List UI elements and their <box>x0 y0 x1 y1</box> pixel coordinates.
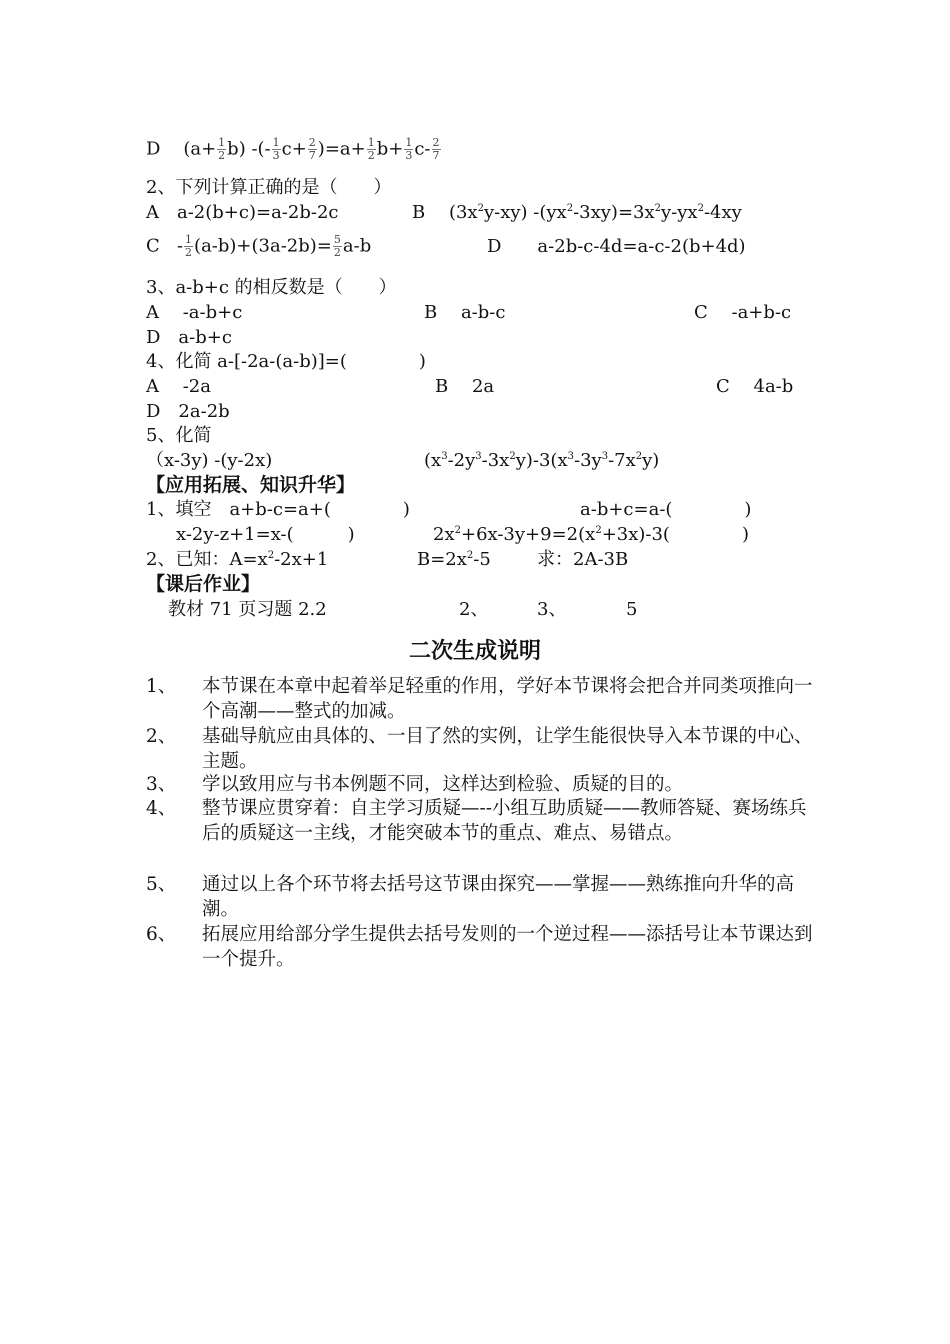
fraction: $\frac{1}{3}$ <box>405 136 413 162</box>
note-item <box>146 796 816 846</box>
note-item <box>146 772 816 797</box>
fraction: $\frac{1}{3}$ <box>272 136 280 162</box>
note-number: 3、 <box>146 774 177 795</box>
fraction: $\frac{1}{2}$ <box>218 136 226 162</box>
extend-q2-b: $B=2x^2-5$ <box>417 549 491 570</box>
expr-part: c- <box>414 138 431 160</box>
note-item <box>146 674 816 724</box>
homework-number: 3、 <box>537 599 567 620</box>
question-2-option-b: B $(3x^2y-xy)$ $-(yx^2-3xy)=3x^2y-yx^2-4xy$ <box>412 202 742 223</box>
note-item <box>146 724 816 774</box>
expr-part: b+ <box>376 138 404 160</box>
question-2-option-d: D a-2b-c-4d=a-c-2(b+4d) <box>487 236 746 257</box>
question-5-expr-2: $(x^3-2y^3-3x^2y)-3(x^3-3y^3-7x^2y)$ <box>424 450 660 471</box>
question-3-stem: 3、a-b+c 的相反数是（ ） <box>146 277 397 298</box>
fraction: $\frac{1}{2}$ <box>367 136 375 162</box>
question-4-option-b: B 2a <box>435 376 495 397</box>
extend-q1-part-b: a-b+c=a-( ) <box>580 499 752 520</box>
question-4-option-c: C 4a-b <box>716 376 794 397</box>
note-item <box>146 922 816 972</box>
section-heading-homework: 【课后作业】 <box>146 573 261 595</box>
note-text: 基础导航应由具体的、一目了然的实例，让学生能很快导入本节课的中心、主题。 <box>202 726 813 772</box>
question-2-stem: 2、下列计算正确的是（ ） <box>146 177 392 198</box>
extend-q1-part-c: x-2y-z+1=x-( ) <box>176 524 355 545</box>
extend-q2: 2、已知：$A=x^2-2x+1$ <box>146 549 329 570</box>
question-4-option-a: A -2a <box>146 376 211 397</box>
note-number: 5、 <box>146 874 177 895</box>
option-label: D <box>146 138 161 160</box>
fraction: $\frac{2}{7}$ <box>308 136 316 162</box>
extend-q2-ask: 求：2A-3B <box>537 549 629 570</box>
note-item <box>146 872 816 922</box>
homework-number: 5 <box>626 599 638 620</box>
fraction: $\frac{1}{2}$ <box>185 233 193 259</box>
note-text: 拓展应用给部分学生提供去括号发则的一个逆过程——添括号让本节课达到一个提升。 <box>202 924 813 970</box>
question-3-option-a: A -a-b+c <box>146 302 243 323</box>
note-text: 整节课应贯穿着：自主学习质疑—--小组互助质疑——教师答疑、赛场练兵后的质疑这一主线，才能突破本节的重点、难点、易错点。 <box>202 798 807 844</box>
note-number: 1、 <box>146 676 177 697</box>
question-4-stem: 4、化简 a-[-2a-(a-b)]=( ) <box>146 351 426 372</box>
extend-q1-part-d: $2x^2+6x-3y+9=2(x^2+3x)-3$( ) <box>433 524 749 545</box>
fraction: $\frac{2}{7}$ <box>432 136 440 162</box>
question-3-option-d: D a-b+c <box>146 327 232 348</box>
question-5-expr-1: （x-3y) -(y-2x) <box>146 450 273 471</box>
homework-number: 2、 <box>459 599 489 620</box>
expr-part: c+ <box>281 138 307 160</box>
question-5-stem: 5、化简 <box>146 425 212 446</box>
expr-part: (a+ <box>183 138 217 160</box>
note-text: 本节课在本章中起着举足轻重的作用，学好本节课将会把合并同类项推向一个高潮——整式的加减。 <box>202 676 813 722</box>
notes-title: 二次生成说明 <box>408 638 541 664</box>
note-number: 4、 <box>146 798 177 819</box>
question-2-option-a: A a-2(b+c)=a-2b-2c <box>146 202 339 223</box>
expr-part: )=a+ <box>317 138 366 160</box>
question-3-option-c: C -a+b-c <box>694 302 792 323</box>
question-3-option-b: B a-b-c <box>424 302 506 323</box>
expr-part: b) -(- <box>227 138 271 160</box>
note-number: 6、 <box>146 924 177 945</box>
question-4-option-d: D 2a-2b <box>146 401 230 422</box>
note-text: 通过以上各个环节将去括号这节课由探究——掌握——熟练推向升华的高潮。 <box>202 874 795 920</box>
homework-line: 教材 71 页习题 2.2 <box>168 599 327 620</box>
fraction: $\frac{5}{2}$ <box>333 233 341 259</box>
option-d-line <box>146 137 442 162</box>
note-text: 学以致用应与书本例题不同，这样达到检验、质疑的目的。 <box>202 774 684 795</box>
extend-q1-part-a: 1、填空 a+b-c=a+( ) <box>146 499 410 520</box>
question-2-option-c: C - $\frac{1}{2}$ (a-b)+(3a-2b)= $\frac{5}{2}$ a-b <box>146 233 372 259</box>
note-number: 2、 <box>146 726 177 747</box>
section-heading-extend: 【应用拓展、知识升华】 <box>146 474 356 496</box>
